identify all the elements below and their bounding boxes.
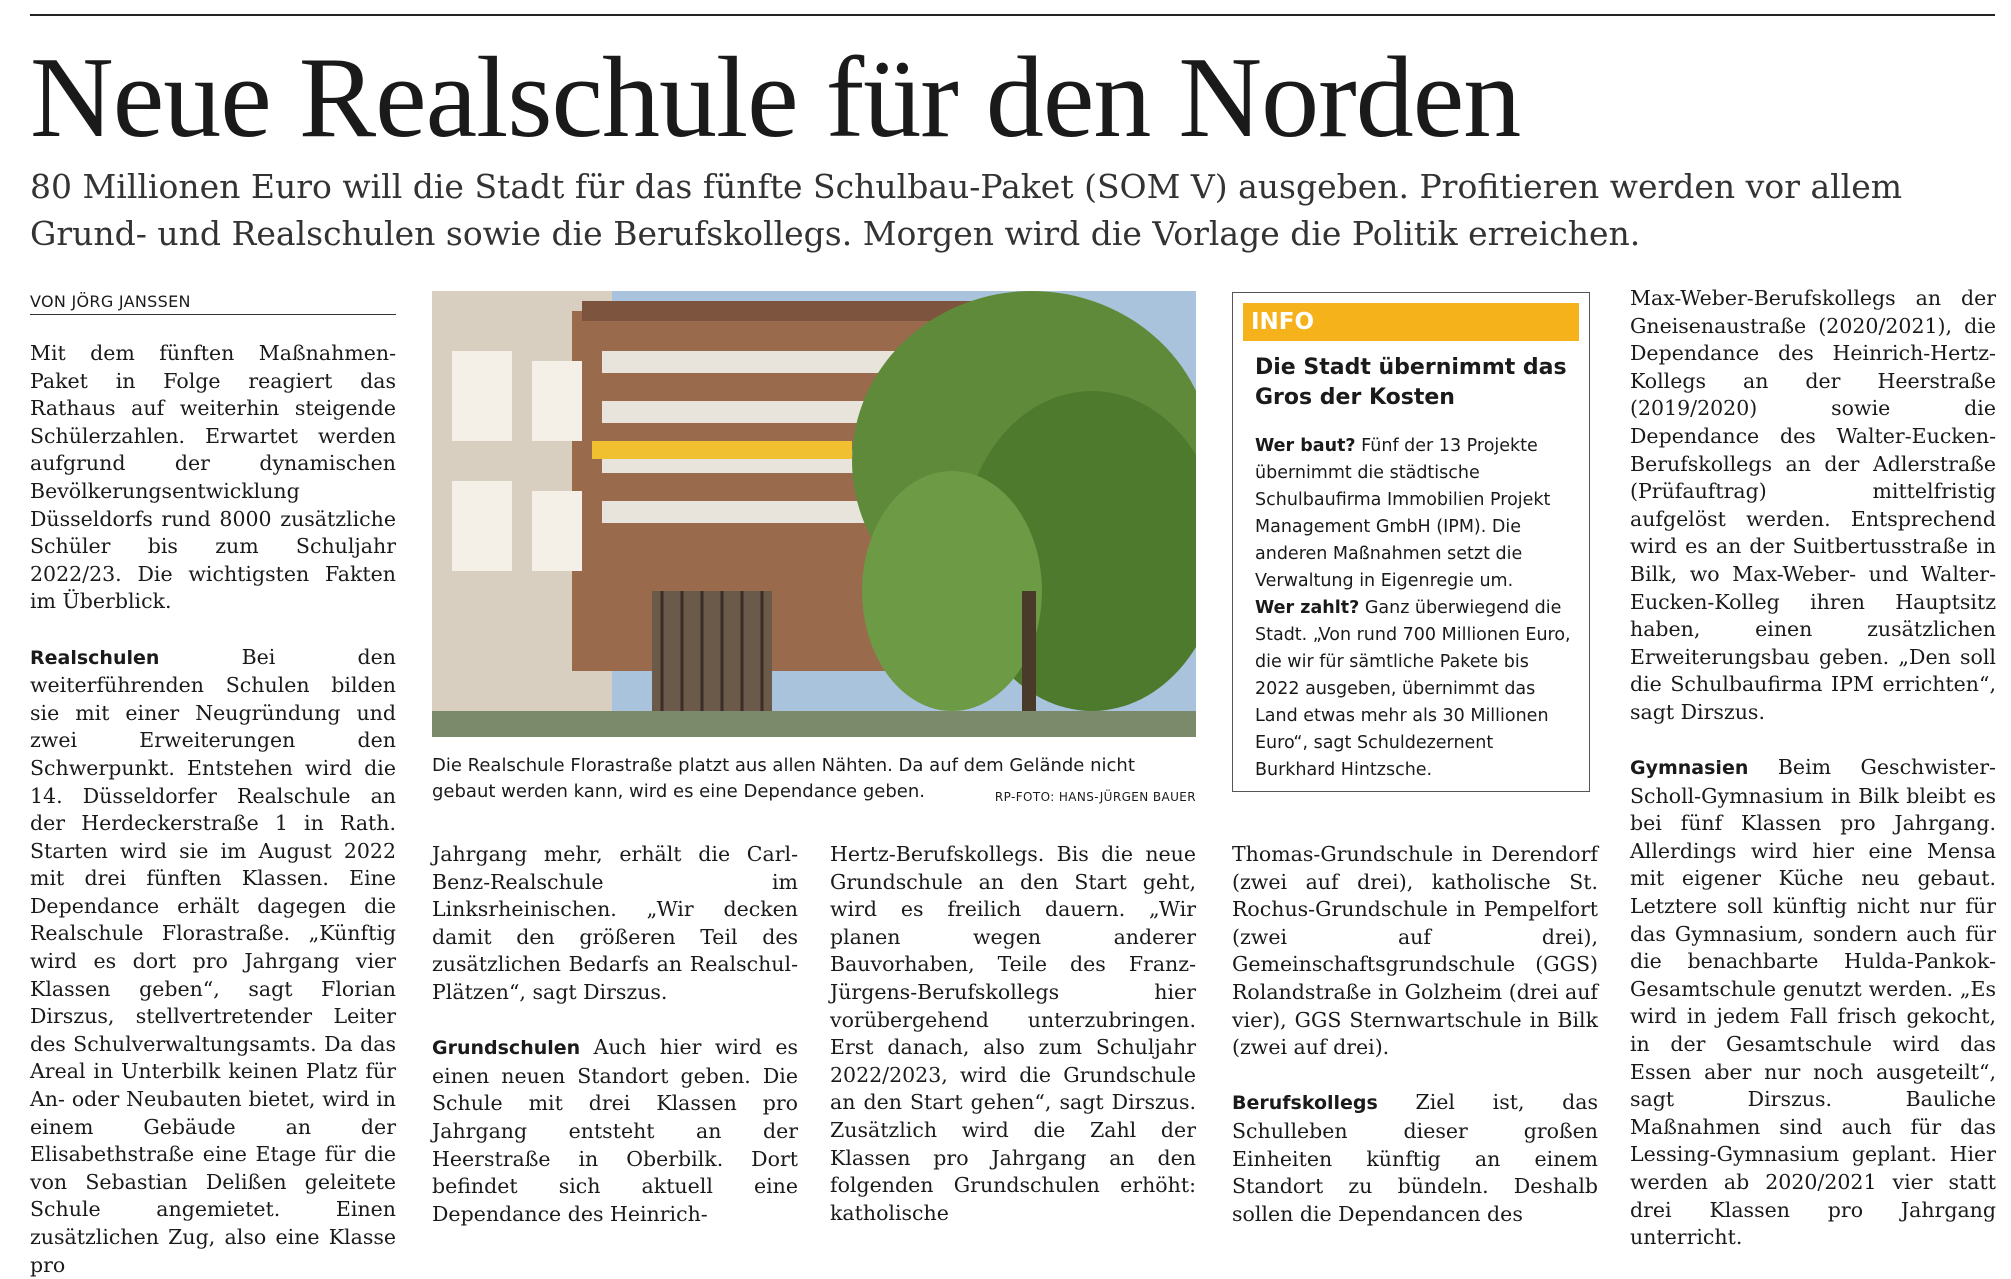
article-column-2 <box>432 841 798 1228</box>
info-box <box>1232 292 1590 792</box>
info-question: Wer zahlt? <box>1255 598 1360 618</box>
paragraph: Max-Weber-Berufskollegs an der Gneisenaustraße (2020/2021), die Dependance des Heinrich-Hertz-Kollegs an der Heerstraße (2019/2020) sowie die Dependance des Walter-Eucken-Berufskollegs an der Adlerstraße (Prüfauftrag) mittelfristig aufgelöst werden. Entsprechend wird es an der Suitbertusstraße in Bilk, wo Max-Weber- und Walter-Eucken-Kolleg ihren Hauptsitz haben, einen zusätzlichen Erweiterungsbau geben. „Den soll die Schulbaufirma IPM errichten“, sagt Dirszus. <box>1630 286 1996 724</box>
info-tag: INFO <box>1243 303 1579 341</box>
school-photo <box>432 291 1196 737</box>
paragraph <box>432 1034 798 1228</box>
subheadline: 80 Millionen Euro will die Stadt für das fünfte Schulbau-Paket (SOM V) ausgeben. Profitieren werden vor allem Grund- und Realschulen sowie die Berufskollegs. Morgen wird die Vorlage die Politik erreichen. <box>30 167 1903 253</box>
info-question: Wer baut? <box>1255 436 1356 456</box>
section-keyword: Grundschulen <box>432 1037 581 1060</box>
section-keyword: Realschulen <box>30 646 160 669</box>
info-answer: Fünf der 13 Projekte übernimmt die städtische Schulbaufirma Immobilien Projekt Management GmbH (IPM). Die anderen Maßnahmen setzt die Verwaltung in Eigenregie um. <box>1255 436 1551 591</box>
school-building-image <box>432 291 1196 737</box>
paragraph: Hertz-Berufskollegs. Bis die neue Grundschule an den Start geht, wird es freilich dauern. „Wir planen wegen anderer Bauvorhaben, Teile des Franz-Jürgens-Berufskollegs hier vorübergehend unterzubringen. Erst danach, also zum Schuljahr 2022/2023, wird die Grundschule an den Start gehen“, sagt Dirszus. Zusätzlich wird die Zahl der Klassen pro Jahrgang an den folgenden Grundschulen erhöht: katholische <box>830 842 1196 1225</box>
photo-caption <box>432 753 1196 810</box>
photo-credit: RP-FOTO: HANS-JÜRGEN BAUER <box>994 790 1196 804</box>
article-column-3 <box>830 841 1196 1227</box>
paragraph-text: Ziel ist, das Schulleben dieser großen Einheiten künftig an einem Standort zu bündeln. Deshalb sollen die Dependancen des <box>1232 1090 1598 1226</box>
article-column-4 <box>1232 841 1598 1228</box>
paragraph-text: Beim Geschwister-Scholl-Gymnasium in Bilk bleibt es bei fünf Klassen pro Jahrgang. Allerdings wird hier eine Mensa mit eigener Küche neu gebaut. Letztere soll künftig nicht nur für das Gymnasium, sondern auch für die benachbarte Hulda-Pankok-Gesamtschule genutzt werden. „Es wird in jedem Fall frisch gekocht, in der Gesamtschule wird das Essen aber nur noch ausgeteilt“, sagt Dirszus. Bauliche Maßnahmen sind auch für das Lessing-Gymnasium geplant. Hier werden ab 2020/2021 vier statt drei Klassen pro Jahrgang unterricht. <box>1630 755 1996 1250</box>
info-title: Die Stadt übernimmt das Gros der Kosten <box>1255 355 1567 410</box>
top-rule <box>30 14 1995 16</box>
paragraph <box>30 644 396 1279</box>
paragraph: Thomas-Grundschule in Derendorf (zwei auf drei), katholische St. Rochus-Grundschule in Pempelfort (zwei auf drei), Gemeinschaftsgrundschule (GGS) Rolandstraße in Golzheim (drei auf vier), GGS Sternwartschule in Bilk (zwei auf drei). <box>1232 842 1598 1060</box>
caption-text: Die Realschule Florastraße platzt aus allen Nähten. Da auf dem Gelände nicht gebaut werden kann, wird es eine Dependance geben. <box>432 755 1135 802</box>
paragraph <box>1630 754 1996 1252</box>
paragraph: Mit dem fünften Maßnahmen-Paket in Folge reagiert das Rathaus auf weiterhin steigende Schülerzahlen. Erwartet werden aufgrund der dynamischen Bevölkerungsentwicklung Düsseldorfs rund 8000 zusätzliche Schüler bis zum Schuljahr 2022/23. Die wichtigsten Fakten im Überblick. <box>30 341 396 614</box>
paragraph: Jahrgang mehr, erhält die Carl-Benz-Realschule im Linksrheinischen. „Wir decken damit den größeren Teil des zusätzlichen Bedarfs an Realschul-Plätzen“, sagt Dirszus. <box>432 842 798 1004</box>
paragraph <box>1232 1089 1598 1228</box>
section-keyword: Gymnasien <box>1630 757 1749 780</box>
article-column-1 <box>30 340 396 1279</box>
byline: VON JÖRG JANSSEN <box>30 292 396 315</box>
paragraph-text: Bei den weiterführenden Schulen bilden sie mit einer Neugründung und zwei Erweiterungen den Schwerpunkt. Entstehen wird die 14. Düsseldorfer Realschule an der Herdeckerstraße 1 in Rath. Starten wird sie im August 2022 mit drei fünften Klassen. Eine Dependance erhält dagegen die Realschule Florastraße. „Künftig wird es dort pro Jahrgang vier Klassen geben“, sagt Florian Dirszus, stellvertretender Leiter des Schulverwaltungsamts. Da das Areal in Unterbilk keinen Platz für An- oder Neubauten bietet, wird in einem Gebäude an der Elisabethstraße eine Etage für die von Sebastian Delißen geleitete Schule angemietet. Einen zusätzlichen Zug, also eine Klasse pro <box>30 644 396 1277</box>
section-keyword: Berufskollegs <box>1232 1092 1378 1115</box>
article-column-5 <box>1630 285 1996 1252</box>
headline: Neue Realschule für den Norden <box>30 34 1521 162</box>
paragraph-text: Auch hier wird es einen neuen Standort geben. Die Schule mit drei Klassen pro Jahrgang entsteht an der Heerstraße in Oberbilk. Dort befindet sich aktuell eine Dependance des Heinrich- <box>432 1035 798 1226</box>
info-text <box>1255 433 1575 784</box>
info-answer: Ganz überwiegend die Stadt. „Von rund 700 Millionen Euro, die wir für sämtliche Pakete bis 2022 ausgeben, übernimmt das Land etwas mehr als 30 Millionen Euro“, sagt Schuldezernent Burkhard Hintzsche. <box>1255 598 1571 780</box>
